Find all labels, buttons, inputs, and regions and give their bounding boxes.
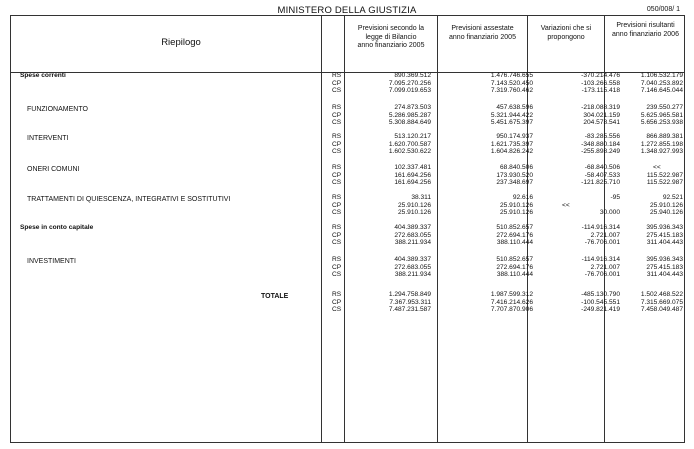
value-column-c1 [341,72,431,95]
row-code: CS [332,119,342,127]
value-column-c4 [593,164,683,187]
table-row [11,72,686,102]
value-column-c2 [443,164,533,187]
value-cell: -173.115.418 [581,87,620,95]
value-cell: 7.458.049.487 [640,306,683,314]
value-cell: 395.936.343 [646,256,683,263]
column-header-previsioni-assestate: Previsioni assestate anno finanziario 2005 [449,25,516,41]
value-column-c2 [443,72,533,95]
row-codes [332,133,341,156]
table-row [11,224,686,254]
value-cell: 404.389.337 [394,256,431,263]
value-cell: << [562,201,570,209]
row-code: CP [332,263,342,271]
value-cell: 7.707.870.906 [490,306,533,314]
value-cell: 7.487.231.587 [388,306,431,314]
value-cell: 25.910.126 [499,209,533,217]
value-cell: 25.910.126 [397,209,431,217]
value-cell: 7.095.270.256 [388,79,431,87]
value-cell: 7.315.669.075 [640,298,683,306]
value-cell: 5.625.965.581 [640,111,683,119]
value-column-c1 [341,256,431,279]
value-cell: 1.987.599.312 [490,291,533,298]
budget-table [10,15,685,443]
value-cell: 275.415.183 [646,231,683,239]
value-cell: 1.604.826.242 [490,148,533,156]
row-code: CS [332,148,342,156]
value-cell: -218.088.319 [581,104,620,111]
value-cell: -76.706.001 [584,271,620,279]
value-cell: 457.638.596 [496,104,533,111]
value-cell: -121.825.710 [581,179,620,187]
row-codes [332,164,341,187]
value-cell: 161.694.256 [394,171,431,179]
value-cell: 115.522.987 [646,179,683,187]
value-cell: 25.910.126 [499,201,533,209]
value-cell: 388.211.934 [394,271,431,279]
value-cell: 92.521 [662,194,683,201]
value-cell: 395.936.343 [646,224,683,231]
value-cell: 30.000 [599,209,620,217]
row-code: CP [332,171,342,179]
value-column-c4 [593,133,683,156]
value-cell: 5.656.253.938 [640,119,683,127]
column-header-previsioni-risultanti: Previsioni risultanti anno finanziario 2006 [612,22,679,38]
value-column-c2 [443,256,533,279]
value-cell: << [653,164,661,171]
value-cell: 92.616 [512,194,533,201]
value-cell: 404.389.337 [394,224,431,231]
column-header-riepilogo: Riepilogo [161,37,201,48]
value-cell: 161.694.256 [394,179,431,187]
value-column-c2 [443,194,533,217]
value-cell: 1.476.746.655 [490,72,533,79]
column-header-variazioni: Variazioni che si propongono [540,25,592,41]
value-cell: 25.910.126 [397,201,431,209]
row-codes [332,104,341,127]
value-cell: -114.916.314 [581,224,620,231]
value-cell: -58.407.533 [584,171,620,179]
value-cell: 68.840.506 [499,164,533,171]
value-column-c1 [341,164,431,187]
row-label: Spese correnti [20,72,66,79]
value-cell: 204.578.541 [583,119,620,127]
value-cell: 866.889.381 [646,133,683,140]
row-codes [332,224,341,247]
row-code: CP [332,201,342,209]
value-cell: 311.404.443 [646,271,683,279]
table-row [11,291,686,321]
row-code: CP [332,298,342,306]
value-column-c1 [341,104,431,127]
row-code: RS [332,256,342,263]
row-label: INVESTIMENTI [27,258,77,265]
value-cell: 1.502.468.522 [640,291,683,298]
value-column-c1 [341,194,431,217]
value-cell: -114.916.314 [581,256,620,263]
row-label: Spese in conto capitale [20,224,94,231]
value-cell: 5.286.985.287 [388,111,431,119]
value-cell: 1.294.758.849 [388,291,431,298]
row-label: TRATTAMENTI DI QUIESCENZA, INTEGRATIVI E SOSTITUTIVI [27,196,231,203]
row-code: CP [332,79,342,87]
value-cell: 388.110.444 [496,239,533,247]
value-cell: 7.319.760.462 [490,87,533,95]
value-cell: -68.840.506 [584,164,620,171]
value-cell: 7.146.645.044 [640,87,683,95]
value-cell: 1.602.530.622 [388,148,431,156]
value-cell: -100.545.551 [581,298,620,306]
row-code: CP [332,111,342,119]
column-header-previsioni-bilancio: Previsioni secondo la legge di Bilancio anno finanziario 2005 [357,25,425,49]
value-column-c2 [443,104,533,127]
value-cell: -76.706.001 [584,239,620,247]
value-cell: 2.721.007 [590,231,620,239]
value-cell: 7.416.214.626 [490,298,533,306]
table-row [11,104,686,134]
value-column-c2 [443,291,533,314]
value-cell: 5.321.944.422 [490,111,533,119]
value-cell: 950.174.937 [496,133,533,140]
document-title: MINISTERO DELLA GIUSTIZIA [277,5,417,16]
value-cell: 388.110.444 [496,271,533,279]
value-cell: 7.367.953.311 [389,298,431,306]
row-label: TOTALE [261,293,289,300]
row-code: RS [332,72,342,79]
value-column-c4 [593,194,683,217]
value-cell: 275.415.183 [646,263,683,271]
value-cell: 239.550.277 [646,104,683,111]
value-cell: 5.308.884.649 [388,119,431,127]
value-cell: 2.721.007 [590,263,620,271]
value-cell: -83.285.556 [584,133,620,140]
value-cell: 173.930.520 [496,171,533,179]
value-cell: 272.694.176 [496,263,533,271]
value-column-c2 [443,133,533,156]
value-cell: -370.214.476 [581,72,620,79]
row-code: CS [332,209,342,217]
table-row [11,194,686,224]
value-cell: 1.272.855.198 [640,140,683,148]
value-cell: 510.852.657 [496,256,533,263]
row-label: FUNZIONAMENTO [27,106,88,113]
value-cell: 25.910.126 [649,201,683,209]
value-cell: 237.348.697 [496,179,533,187]
value-cell: 311.404.443 [646,239,683,247]
value-cell: 513.120.217 [394,133,431,140]
row-codes [332,256,341,279]
value-column-c1 [341,291,431,314]
value-cell: 272.694.176 [496,231,533,239]
value-column-c1 [341,133,431,156]
value-cell: 1.620.700.587 [388,140,431,148]
value-cell: 25.940.126 [649,209,683,217]
value-cell: -348.880.184 [581,140,620,148]
value-cell: -103.266.558 [581,79,620,87]
value-cell: -255.898.249 [581,148,620,156]
row-code: CS [332,179,342,187]
value-cell: -249.821.419 [581,306,620,314]
value-column-c4 [593,291,683,314]
value-column-c1 [341,224,431,247]
value-cell: 7.040.253.892 [640,79,683,87]
value-column-c4 [593,104,683,127]
value-cell: 38.311 [411,194,431,201]
row-code: RS [332,224,342,231]
table-row [11,256,686,286]
row-code: RS [332,291,342,298]
page-number: 050/008/ 1 [646,6,680,13]
table-row [11,133,686,163]
value-cell: 1.348.927.993 [640,148,683,156]
value-cell: 1.106.532.179 [640,72,683,79]
value-cell: 115.522.987 [646,171,683,179]
value-cell: 274.873.503 [394,104,431,111]
value-cell: 272.683.055 [394,231,431,239]
value-cell: 102.337.481 [394,164,431,171]
row-code: RS [332,133,342,140]
value-cell: 510.852.657 [496,224,533,231]
row-codes [332,72,341,95]
value-column-c4 [593,224,683,247]
value-column-c2 [443,224,533,247]
row-code: CP [332,140,342,148]
row-code: CS [332,271,342,279]
value-cell: 890.369.512 [394,72,431,79]
row-codes [332,291,341,314]
value-cell: 1.621.735.397 [490,140,533,148]
value-cell: 7.143.520.450 [490,79,533,87]
row-code: CS [332,87,342,95]
value-cell: 7.099.019.653 [388,87,431,95]
value-cell: 5.451.675.397 [490,119,533,127]
value-cell: 272.683.055 [394,263,431,271]
value-column-c4 [593,256,683,279]
row-code: RS [332,194,342,201]
table-row [11,164,686,194]
row-code: CS [332,306,342,314]
row-label: ONERI COMUNI [27,166,80,173]
row-codes [332,194,341,217]
value-cell: -95 [610,194,620,201]
value-column-c4 [593,72,683,95]
row-code: CP [332,231,342,239]
value-cell: -485.130.790 [581,291,620,298]
row-code: RS [332,104,342,111]
row-label: INTERVENTI [27,135,69,142]
row-code: RS [332,164,342,171]
row-code: CS [332,239,342,247]
value-cell: 304.021.159 [583,111,620,119]
value-cell: 388.211.934 [394,239,431,247]
